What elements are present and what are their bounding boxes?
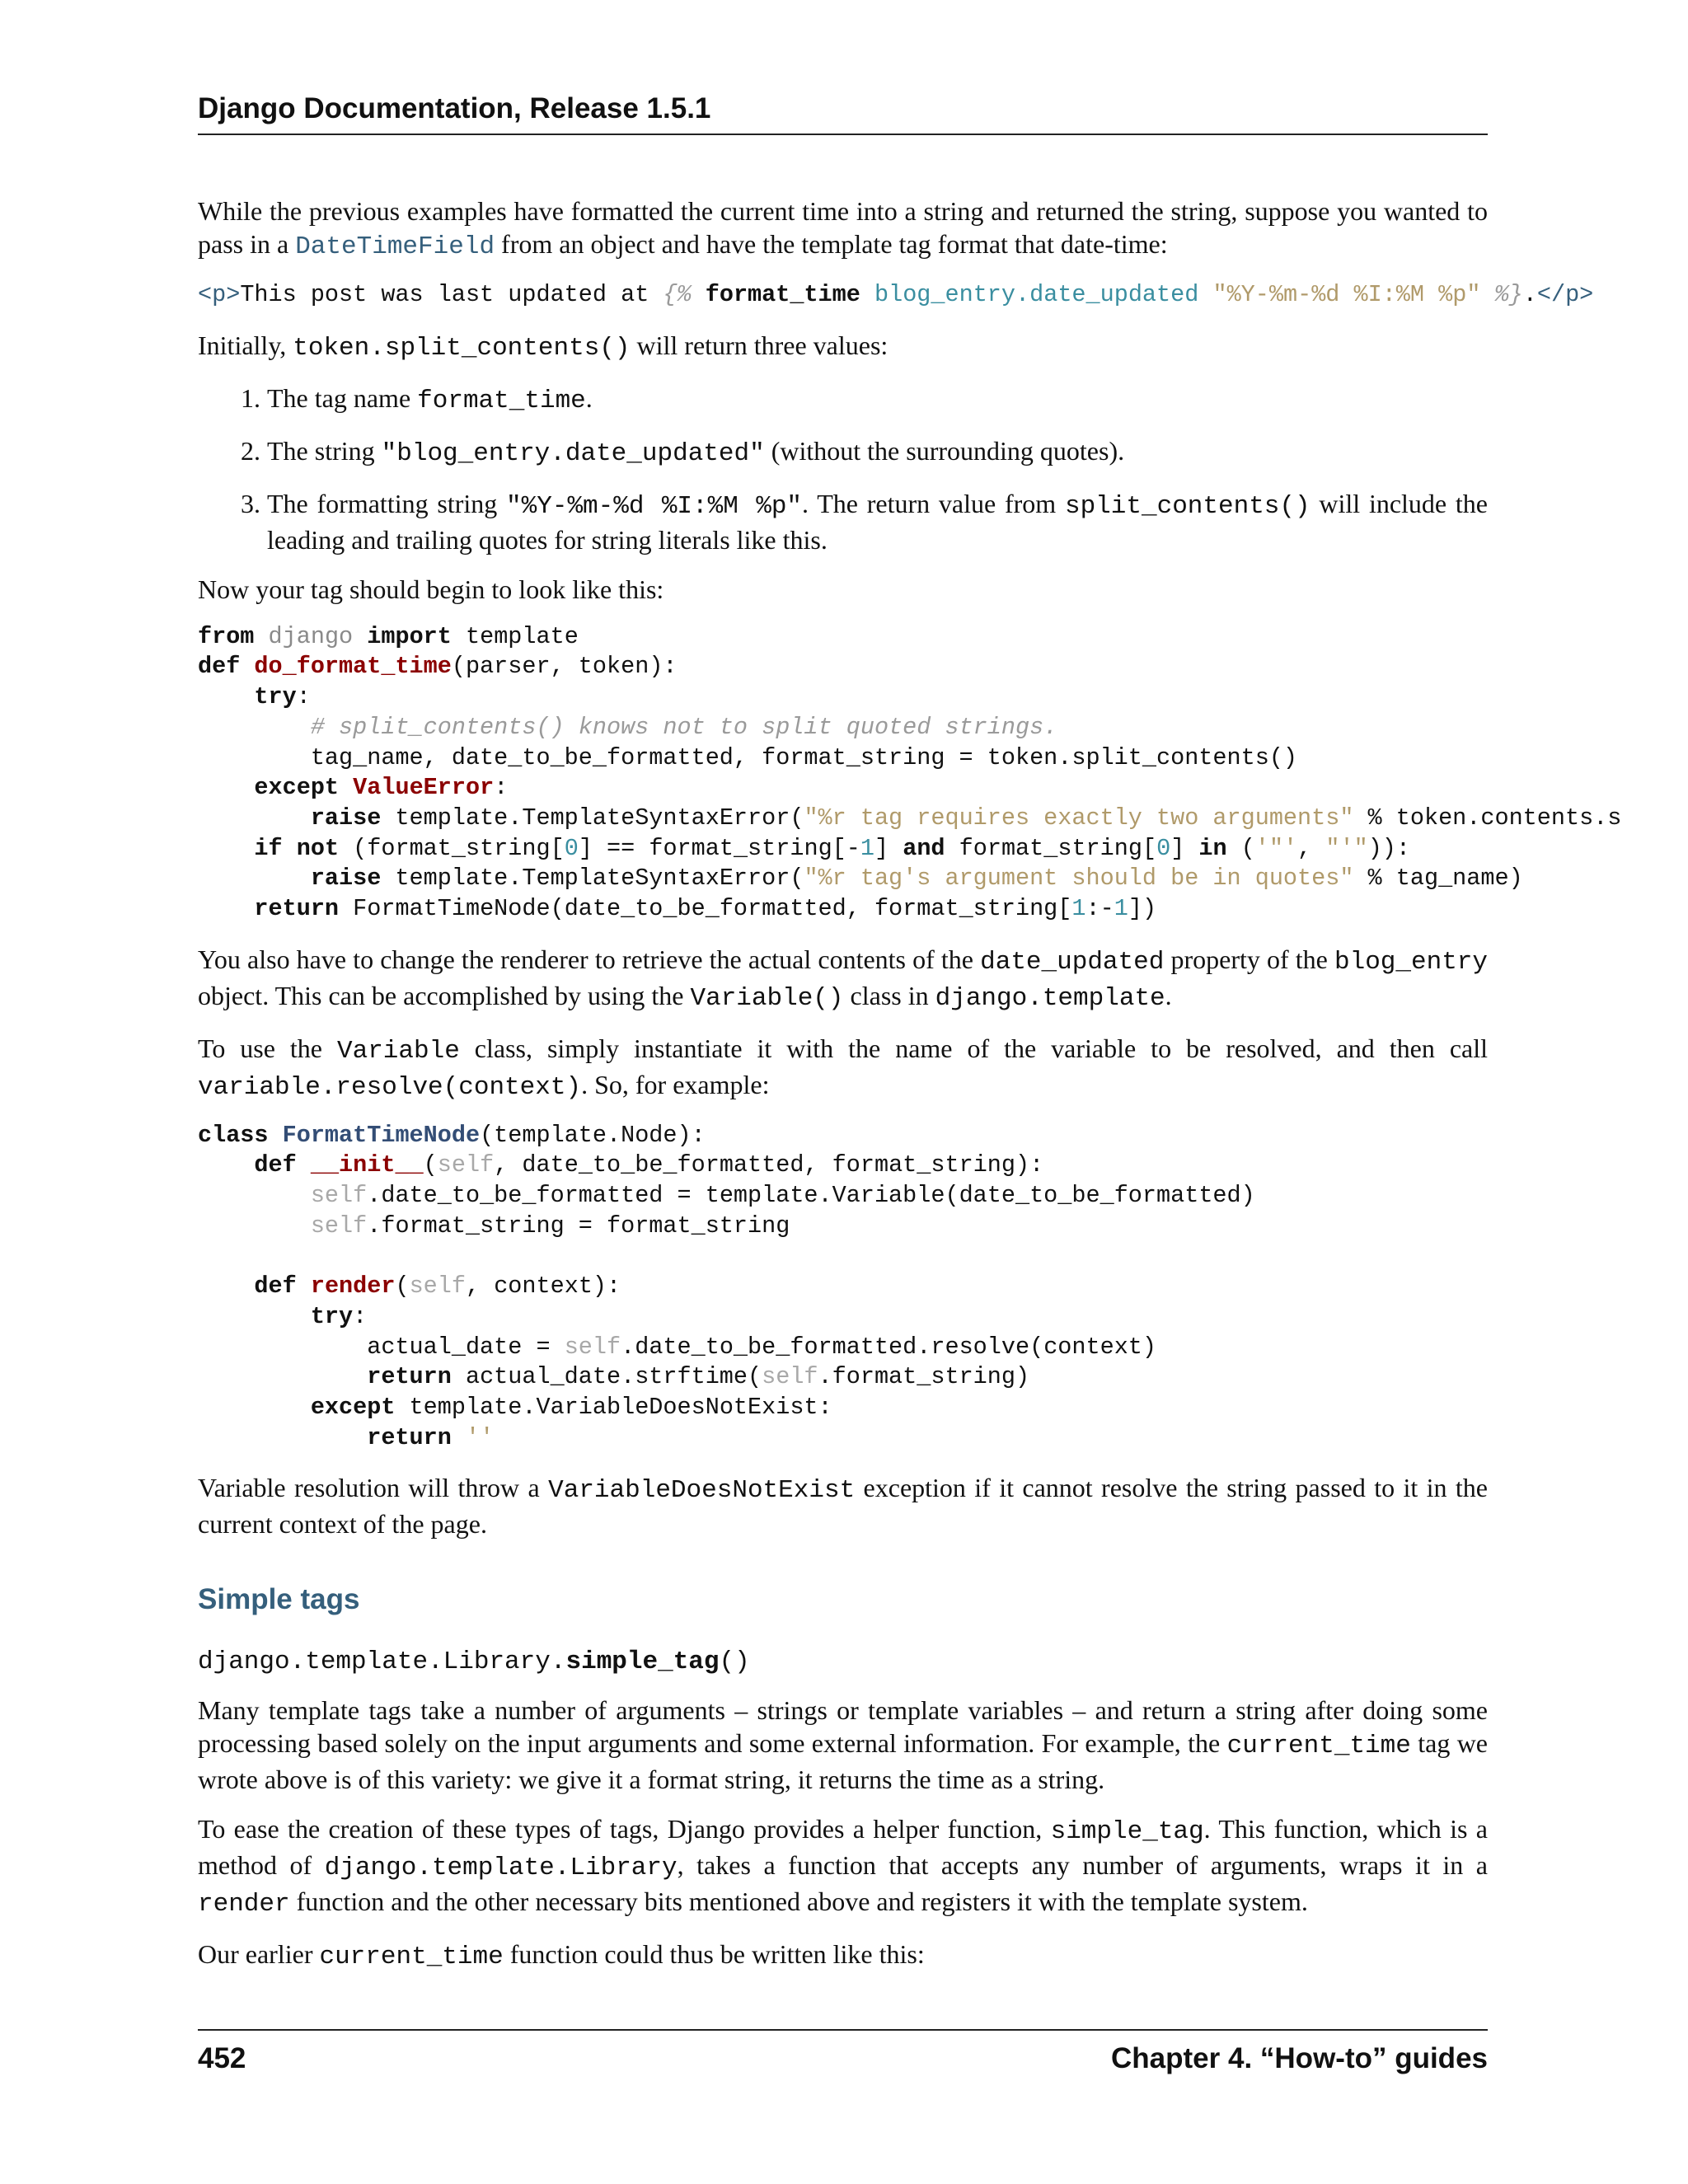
section-title: Simple tags (198, 1583, 360, 1616)
function-signature: django.template.Library.simple_tag() (198, 1647, 750, 1677)
code-block-do-format-time: from django import template def do_format_time(parser, token): try: # split_contents() knows not to split quoted strings. tag_name, date_to_be_formatted, format_string = token.split_contents() except ValueError: raise template.TemplateSyntaxError("%r tag requires exactly two arguments" % token.contents.s if not (format_string[0] == format_string[-1] and format_string[0] in ('"', "'")): raise template.TemplateSyntaxError("%r tag's argument should be in quotes" % tag_name) return FormatTimeNode(date_to_be_formatted, format_string[1:-1]) (198, 622, 1622, 923)
template-example: <p>This post was last updated at {% format_time blog_entry.date_updated "%Y-%m-%d %I:%M %p" %}.</p> (198, 281, 1594, 308)
paragraph-now: Now your tag should begin to look like this: (198, 574, 664, 604)
values-list (198, 382, 1488, 556)
code-block-format-time-node: class FormatTimeNode(template.Node): def __init__(self, date_to_be_formatted, format_string): self.date_to_be_formatted = template.Variable(date_to_be_formatted) self.format_string = format_string def render(self, context): try: actual_date = self.date_to_be_formatted.resolve(context) return actual_date.strftime(self.format_string) except template.VariableDoesNotExist: return '' (198, 1121, 1255, 1451)
paragraph-initially: Initially, token.split_contents() will return three values: (198, 330, 889, 363)
paragraph-variable: To use the Variable class, simply instantiate it with the name of the variable to be resolved, and then call variable.resolve(context). So, for example: (198, 1033, 1489, 1102)
paragraph-many-tags: Many template tags take a number of arguments – strings or template variables – and return a string after doing some processing based solely on the input arguments and some external information. For example, the current_time tag we wrote above is of this variety: we give it a format string, it returns the time as a string. (198, 1695, 1489, 1795)
chapter-title: Chapter 4. “How-to” guides (1111, 2042, 1488, 2074)
list-item: 2. The string "blog_entry.date_updated" (without the surrounding quotes). (267, 434, 1488, 471)
list-item: 1. The tag name format_time. (267, 382, 1488, 418)
list-item: 3. The formatting string "%Y-%m-%d %I:%M %p". The return value from split_contents() will include the leading and trailing quotes for string literals like this. (267, 487, 1488, 556)
page-number: 452 (198, 2042, 246, 2074)
running-header: Django Documentation, Release 1.5.1 (198, 92, 1488, 135)
running-footer (198, 2029, 1488, 2075)
page-content (198, 194, 1622, 1990)
paragraph-ease: To ease the creation of these types of tags, Django provides a helper function, simple_tag. This function, which is a method of django.template.Library, takes a function that accepts any number of arguments, wraps it in a render function and the other necessary bits mentioned above and registers it with the template system. (198, 1814, 1489, 1919)
datetimefield-link[interactable]: DateTimeField (295, 232, 495, 261)
paragraph-renderer: You also have to change the renderer to retrieve the actual contents of the date_updated property of the blog_entry object. This can be accomplished by using the Variable() class in django.template. (198, 944, 1489, 1013)
paragraph-earlier: Our earlier current_time function could thus be written like this: (198, 1939, 925, 1972)
paragraph-resolution: Variable resolution will throw a VariableDoesNotExist exception if it cannot resolve the string passed to it in the current context of the page. (198, 1473, 1489, 1540)
paragraph-intro: While the previous examples have formatted the current time into a string and returned the string, suppose you wanted to pass in a DateTimeField from an object and have the template tag format that date-time: (198, 196, 1488, 261)
